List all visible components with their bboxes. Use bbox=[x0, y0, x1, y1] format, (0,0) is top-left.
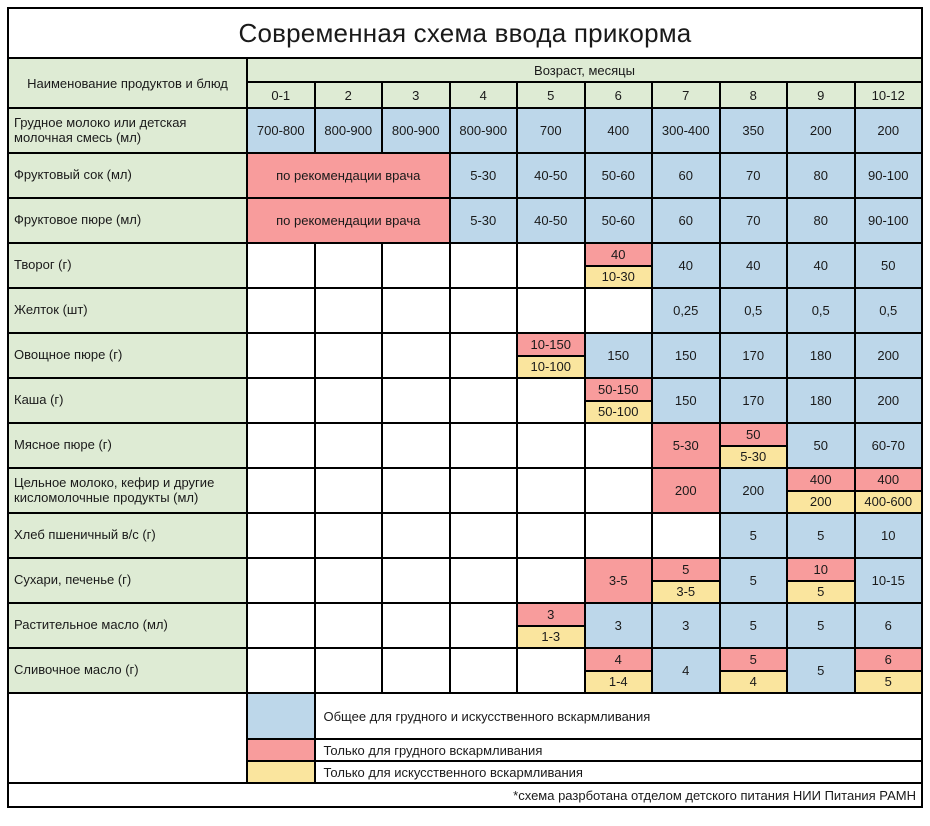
value-cell: 5-30 bbox=[651, 424, 719, 467]
value-cell-split bbox=[786, 559, 854, 602]
age-column-header: 2 bbox=[314, 83, 382, 107]
age-column-header: 3 bbox=[381, 83, 449, 107]
product-label: Овощное пюре (г) bbox=[9, 334, 246, 377]
value-half: 5 bbox=[856, 670, 922, 693]
value-cell bbox=[381, 379, 449, 422]
value-half: 10-150 bbox=[518, 334, 584, 355]
value-cell: 200 bbox=[854, 334, 922, 377]
value-cell bbox=[516, 244, 584, 287]
value-cell: 40 bbox=[651, 244, 719, 287]
value-cell-split bbox=[584, 649, 652, 692]
value-cell: 200 bbox=[719, 469, 787, 512]
product-label: Желток (шт) bbox=[9, 289, 246, 332]
value-cell-split bbox=[516, 334, 584, 377]
value-cell: 60 bbox=[651, 199, 719, 242]
value-cell bbox=[246, 244, 314, 287]
age-column-header: 4 bbox=[449, 83, 517, 107]
table-row bbox=[9, 602, 921, 647]
value-cell: 40-50 bbox=[516, 154, 584, 197]
value-cell bbox=[314, 289, 382, 332]
value-cell bbox=[516, 379, 584, 422]
value-cell bbox=[381, 559, 449, 602]
legend-label-yellow: Только для искусственного вскармливания bbox=[314, 760, 922, 782]
value-cell: 170 bbox=[719, 379, 787, 422]
value-half: 400 bbox=[856, 469, 922, 490]
value-cell-split bbox=[719, 649, 787, 692]
value-cell bbox=[584, 514, 652, 557]
product-label: Фруктовый сок (мл) bbox=[9, 154, 246, 197]
value-cell: 5 bbox=[786, 604, 854, 647]
value-cell bbox=[246, 649, 314, 692]
legend bbox=[9, 692, 921, 782]
value-cell bbox=[449, 469, 517, 512]
value-cell: 90-100 bbox=[854, 199, 922, 242]
value-cell-split bbox=[854, 649, 922, 692]
product-label: Хлеб пшеничный в/с (г) bbox=[9, 514, 246, 557]
value-cell: 80 bbox=[786, 199, 854, 242]
value-half: 200 bbox=[788, 490, 854, 513]
value-half: 400-600 bbox=[856, 490, 922, 513]
table-row bbox=[9, 557, 921, 602]
table-row bbox=[9, 422, 921, 467]
value-cell: 0,5 bbox=[786, 289, 854, 332]
value-half: 10-100 bbox=[518, 355, 584, 378]
value-cell bbox=[449, 559, 517, 602]
product-label: Сухари, печенье (г) bbox=[9, 559, 246, 602]
value-half: 10-30 bbox=[586, 265, 652, 288]
age-column-header: 5 bbox=[516, 83, 584, 107]
product-label: Сливочное масло (г) bbox=[9, 649, 246, 692]
value-cell: 180 bbox=[786, 379, 854, 422]
value-cell bbox=[449, 244, 517, 287]
value-cell bbox=[651, 514, 719, 557]
value-cell bbox=[246, 469, 314, 512]
value-cell: 50 bbox=[786, 424, 854, 467]
table-row bbox=[9, 467, 921, 512]
product-label: Растительное масло (мл) bbox=[9, 604, 246, 647]
value-cell bbox=[516, 559, 584, 602]
value-cell bbox=[584, 469, 652, 512]
value-cell bbox=[381, 289, 449, 332]
feeding-scheme-table bbox=[7, 7, 923, 808]
value-cell: 800-900 bbox=[314, 109, 382, 152]
value-cell: 5 bbox=[786, 649, 854, 692]
value-cell: 5 bbox=[719, 514, 787, 557]
value-cell: 0,25 bbox=[651, 289, 719, 332]
value-cell: 350 bbox=[719, 109, 787, 152]
value-cell bbox=[314, 604, 382, 647]
age-column-header: 9 bbox=[786, 83, 854, 107]
legend-empty-cell bbox=[9, 694, 246, 782]
legend-swatch-blue bbox=[246, 694, 314, 738]
value-half: 1-4 bbox=[586, 670, 652, 693]
value-cell bbox=[314, 514, 382, 557]
value-cell: 50-60 bbox=[584, 199, 652, 242]
legend-label-blue: Общее для грудного и искусственного вскармливания bbox=[314, 694, 922, 738]
value-half: 50-100 bbox=[586, 400, 652, 423]
value-cell bbox=[584, 289, 652, 332]
value-cell bbox=[381, 649, 449, 692]
value-cell: 800-900 bbox=[449, 109, 517, 152]
value-cell: 5-30 bbox=[449, 154, 517, 197]
value-cell: 0,5 bbox=[719, 289, 787, 332]
product-label: Мясное пюре (г) bbox=[9, 424, 246, 467]
value-half: 3 bbox=[518, 604, 584, 625]
page-title: Современная схема ввода прикорма bbox=[9, 9, 921, 57]
product-label: Фруктовое пюре (мл) bbox=[9, 199, 246, 242]
value-cell-split bbox=[854, 469, 922, 512]
value-cell-split bbox=[786, 469, 854, 512]
legend-swatch-pink bbox=[246, 738, 314, 760]
product-label: Грудное молоко или детская молочная смесь (мл) bbox=[9, 109, 246, 152]
value-cell bbox=[246, 334, 314, 377]
value-cell bbox=[449, 649, 517, 692]
value-cell bbox=[246, 559, 314, 602]
age-column-header: 0-1 bbox=[246, 83, 314, 107]
table-row bbox=[9, 287, 921, 332]
value-cell: 5-30 bbox=[449, 199, 517, 242]
age-column-header: 10-12 bbox=[854, 83, 922, 107]
value-cell: 170 bbox=[719, 334, 787, 377]
value-cell bbox=[381, 514, 449, 557]
value-cell: 200 bbox=[786, 109, 854, 152]
value-cell bbox=[381, 244, 449, 287]
value-cell: 70 bbox=[719, 154, 787, 197]
value-cell-split bbox=[584, 244, 652, 287]
value-cell: по рекомендации врача bbox=[246, 199, 449, 242]
value-cell bbox=[246, 604, 314, 647]
footnote: *схема разрботана отделом детского питания НИИ Питания РАМН bbox=[9, 782, 921, 806]
value-cell bbox=[449, 289, 517, 332]
value-cell bbox=[314, 559, 382, 602]
table-row bbox=[9, 647, 921, 692]
value-cell: 5 bbox=[719, 559, 787, 602]
table-header bbox=[9, 57, 921, 107]
table-row bbox=[9, 377, 921, 422]
value-cell: 3 bbox=[651, 604, 719, 647]
value-half: 400 bbox=[788, 469, 854, 490]
value-cell: 40 bbox=[786, 244, 854, 287]
value-cell: 5 bbox=[786, 514, 854, 557]
legend-label-pink: Только для грудного вскармливания bbox=[314, 738, 922, 760]
value-cell: 0,5 bbox=[854, 289, 922, 332]
value-cell-split bbox=[516, 604, 584, 647]
value-cell: 150 bbox=[651, 334, 719, 377]
value-half: 40 bbox=[586, 244, 652, 265]
value-half: 3-5 bbox=[653, 580, 719, 603]
value-cell bbox=[584, 424, 652, 467]
value-cell: 60 bbox=[651, 154, 719, 197]
legend-swatch-yellow bbox=[246, 760, 314, 782]
value-half: 4 bbox=[586, 649, 652, 670]
value-cell bbox=[449, 424, 517, 467]
value-half: 5-30 bbox=[721, 445, 787, 468]
value-cell: 40 bbox=[719, 244, 787, 287]
value-cell: 80 bbox=[786, 154, 854, 197]
value-cell: 180 bbox=[786, 334, 854, 377]
value-cell bbox=[449, 334, 517, 377]
value-cell-split bbox=[651, 559, 719, 602]
value-cell bbox=[449, 604, 517, 647]
value-cell-split bbox=[584, 379, 652, 422]
value-cell bbox=[246, 424, 314, 467]
table-row bbox=[9, 332, 921, 377]
value-cell: 10 bbox=[854, 514, 922, 557]
value-cell: 40-50 bbox=[516, 199, 584, 242]
value-cell: 150 bbox=[651, 379, 719, 422]
value-cell bbox=[381, 334, 449, 377]
value-cell: 150 bbox=[584, 334, 652, 377]
product-label: Каша (г) bbox=[9, 379, 246, 422]
value-cell bbox=[314, 334, 382, 377]
value-cell bbox=[516, 649, 584, 692]
value-cell: 700 bbox=[516, 109, 584, 152]
value-cell: 50 bbox=[854, 244, 922, 287]
value-cell: 700-800 bbox=[246, 109, 314, 152]
value-cell bbox=[314, 244, 382, 287]
value-half: 6 bbox=[856, 649, 922, 670]
age-column-header: 7 bbox=[651, 83, 719, 107]
value-half: 5 bbox=[721, 649, 787, 670]
table-row bbox=[9, 512, 921, 557]
value-cell bbox=[246, 289, 314, 332]
value-cell: 90-100 bbox=[854, 154, 922, 197]
value-cell: 3-5 bbox=[584, 559, 652, 602]
value-half: 1-3 bbox=[518, 625, 584, 648]
table-row bbox=[9, 107, 921, 152]
value-cell bbox=[449, 514, 517, 557]
value-half: 5 bbox=[788, 580, 854, 603]
value-cell bbox=[314, 379, 382, 422]
value-cell: по рекомендации врача bbox=[246, 154, 449, 197]
product-label: Творог (г) bbox=[9, 244, 246, 287]
value-cell bbox=[314, 424, 382, 467]
age-header: Возраст, месяцы bbox=[246, 59, 921, 83]
value-cell bbox=[314, 469, 382, 512]
value-cell: 5 bbox=[719, 604, 787, 647]
value-cell: 6 bbox=[854, 604, 922, 647]
value-cell bbox=[381, 469, 449, 512]
product-label: Цельное молоко, кефир и другие кисломолочные продукты (мл) bbox=[9, 469, 246, 512]
age-column-header: 8 bbox=[719, 83, 787, 107]
value-half: 10 bbox=[788, 559, 854, 580]
value-cell bbox=[449, 379, 517, 422]
value-cell bbox=[516, 514, 584, 557]
table-row bbox=[9, 242, 921, 287]
value-cell: 50-60 bbox=[584, 154, 652, 197]
value-cell: 200 bbox=[854, 379, 922, 422]
value-cell: 10-15 bbox=[854, 559, 922, 602]
value-half: 50-150 bbox=[586, 379, 652, 400]
value-cell-split bbox=[719, 424, 787, 467]
value-cell: 200 bbox=[651, 469, 719, 512]
table-row bbox=[9, 197, 921, 242]
value-cell: 70 bbox=[719, 199, 787, 242]
age-column-header: 6 bbox=[584, 83, 652, 107]
value-cell bbox=[516, 289, 584, 332]
value-cell: 60-70 bbox=[854, 424, 922, 467]
value-cell bbox=[314, 649, 382, 692]
value-cell bbox=[246, 379, 314, 422]
value-cell: 200 bbox=[854, 109, 922, 152]
products-column-header: Наименование продуктов и блюд bbox=[9, 59, 246, 107]
value-cell: 400 bbox=[584, 109, 652, 152]
value-cell: 4 bbox=[651, 649, 719, 692]
value-cell: 3 bbox=[584, 604, 652, 647]
value-half: 4 bbox=[721, 670, 787, 693]
value-cell bbox=[246, 514, 314, 557]
value-half: 5 bbox=[653, 559, 719, 580]
value-cell bbox=[381, 604, 449, 647]
table-body bbox=[9, 107, 921, 692]
value-cell: 300-400 bbox=[651, 109, 719, 152]
value-cell bbox=[516, 424, 584, 467]
value-cell: 800-900 bbox=[381, 109, 449, 152]
value-cell bbox=[516, 469, 584, 512]
value-cell bbox=[381, 424, 449, 467]
table-row bbox=[9, 152, 921, 197]
value-half: 50 bbox=[721, 424, 787, 445]
